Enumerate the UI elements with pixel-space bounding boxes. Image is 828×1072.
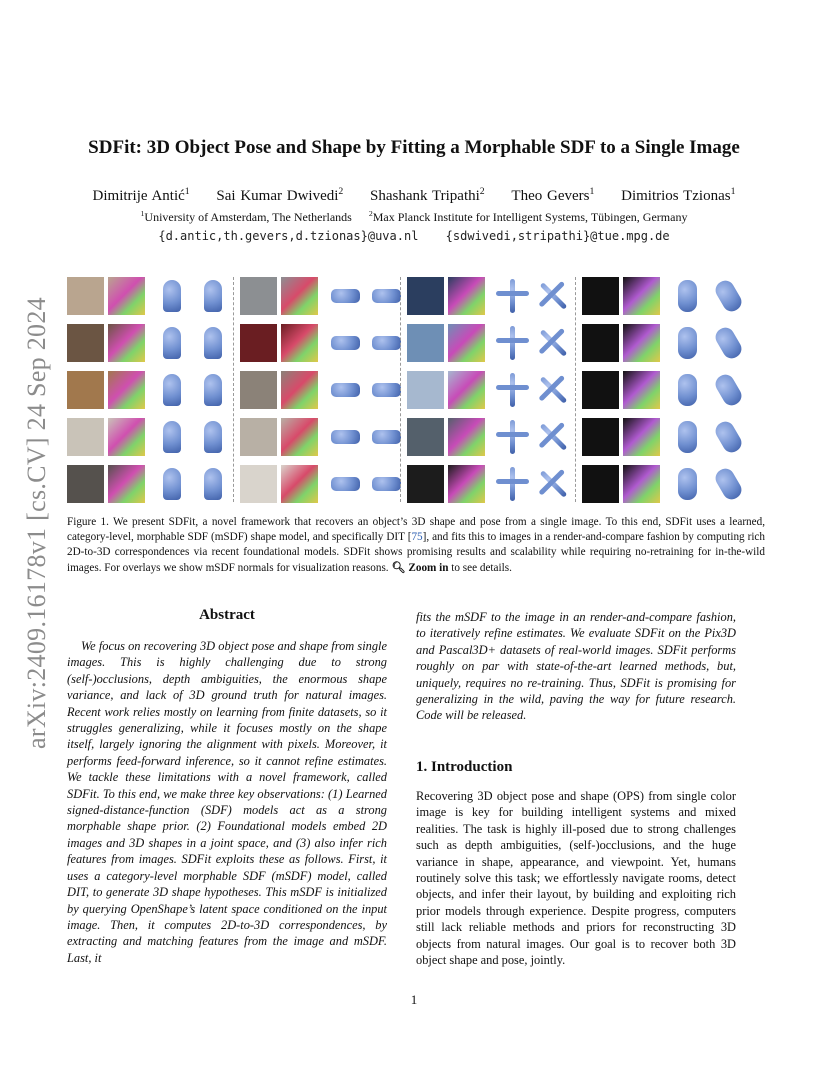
chair-mesh xyxy=(204,374,222,406)
car-shape-render xyxy=(710,324,747,362)
figure-caption: Figure 1. We present SDFit, a novel framework that recovers an object’s 3D shape and pose from a single image. To this end, SDFit uses a learned, category-level, morphable SDF (mSDF) shape model, and specifically DIT [75], and fits this to images in a render-and-compare fashion by computing rich 2D-to-3D correspondences via recent foundational models. SDFit shows promising results and scalability while requiring no-retraining for in-the-wild images. For overlays we show mSDF normals for visualization reasons. 🔍︎ Zoom in to see details. xyxy=(67,516,765,574)
sofa-mesh xyxy=(331,430,360,444)
car-shape-render xyxy=(669,465,706,503)
aeroplane-shape-render xyxy=(535,324,572,362)
aeroplane-shape-render xyxy=(535,418,572,456)
aeroplane-mesh xyxy=(510,467,515,501)
sofa-mesh xyxy=(331,289,360,303)
car-overlay-image xyxy=(623,371,660,409)
chair-input-image xyxy=(67,465,104,503)
author-list xyxy=(0,186,828,205)
car-input-image xyxy=(582,371,619,409)
sofa-mesh xyxy=(372,430,401,444)
aeroplane-mesh xyxy=(540,423,568,451)
wing-mark xyxy=(538,375,565,402)
abstract-text: We focus on recovering 3D object pose and shape from single images. This is highly challenging due to strong (self-)occlusions, depth ambiguities, the enormous shape variance, and lack of 3D ground truth for natural images. Recent work relies mostly on learning from finite datasets, so it struggles generalizing, while it focuses mostly on the shape itself, largely ignoring the alignment with pixels. Moreover, it performs feed-forward inference, so it cannot refine estimates. We tackle these limitations with a novel framework, called SDFit. To this end, we make three key observations: (1) Learned signed-distance-function (SDF) models act as a strong morphable shape prior. (2) Foundational models embed 2D images and 3D shapes in a joint space, and (3) also infer rich features from images. SDFit exploits these as follows. First, it uses a category-level morphable SDF (mSDF) model, called DIT, to generate 3D shape hypotheses. This mSDF is initialized by querying OpenShape’s latent space conditioned on the input image. Then, it computes 2D-to-3D correspondences, by extracting and matching features from the image and mSDF. Last, it xyxy=(67,639,387,965)
aeroplane-input-image xyxy=(407,418,444,456)
wing-mark xyxy=(538,328,565,355)
sofa-overlay-image xyxy=(281,371,318,409)
chair-mesh xyxy=(163,421,181,453)
sofa-shape-render xyxy=(327,371,364,409)
affiliations xyxy=(0,209,828,225)
car-overlay-image xyxy=(623,418,660,456)
wing-mark xyxy=(496,338,529,343)
chair-mesh xyxy=(204,280,222,312)
sofa-input-image xyxy=(240,324,277,362)
sofa-shape-render xyxy=(327,465,364,503)
car-input-image xyxy=(582,418,619,456)
chair-overlay-image xyxy=(108,418,145,456)
intro-text: Recovering 3D object pose and shape (OPS) from single color image is key for building intelligent systems and mixed realities. The task is highly ill-posed due to strong challenges such as depth ambiguities, (self-)occlusions, and the huge variance in shape, appearance, and viewpoint. Yet, humans routinely solve this task; we effortlessly navigate rooms, detect objects, and infer their layout, by building and exploiting rich prior models through experience. Despite progress, computers still lack reliable methods and priors for reconstructing 3D objects from natural images. Our goal is to recover both 3D object shape and pose, jointly. xyxy=(416,789,736,968)
chair-mesh xyxy=(163,327,181,359)
aeroplane-shape-render xyxy=(494,277,531,315)
sofa-mesh xyxy=(331,336,360,350)
email: {sdwivedi,stripathi}@tue.mpg.de xyxy=(445,229,670,243)
car-input-image xyxy=(582,277,619,315)
aeroplane-mesh xyxy=(510,373,515,407)
chair-overlay-image xyxy=(108,277,145,315)
car-mesh xyxy=(712,371,744,408)
car-input-image xyxy=(582,465,619,503)
zoom-icon: 🔍︎ xyxy=(391,561,406,574)
wing-mark xyxy=(496,291,529,296)
car-mesh xyxy=(678,468,697,500)
affiliation: $^1$University of Amsterdam, The Netherlands xyxy=(140,209,352,224)
chair-overlay-image xyxy=(108,324,145,362)
car-mesh xyxy=(712,418,744,455)
car-shape-render xyxy=(710,371,747,409)
author: Dimitrios Tzionas$^1$ xyxy=(621,186,736,204)
aeroplane-overlay-image xyxy=(448,418,485,456)
citation-link[interactable]: 75 xyxy=(411,531,423,544)
author: Theo Gevers$^1$ xyxy=(511,186,595,204)
email: {d.antic,th.gevers,d.tzionas}@uva.nl xyxy=(158,229,419,243)
group-separator xyxy=(575,277,576,502)
aeroplane-mesh xyxy=(540,329,568,357)
chair-shape-render xyxy=(195,277,232,315)
car-shape-render xyxy=(669,418,706,456)
aeroplane-mesh xyxy=(510,326,515,360)
chair-input-image xyxy=(67,418,104,456)
wing-mark xyxy=(538,422,565,449)
sofa-mesh xyxy=(331,383,360,397)
group-separator xyxy=(233,277,234,502)
aeroplane-mesh xyxy=(540,470,568,498)
car-mesh xyxy=(678,374,697,406)
aeroplane-shape-render xyxy=(535,277,572,315)
car-shape-render xyxy=(710,465,747,503)
aeroplane-shape-render xyxy=(494,371,531,409)
wing-mark xyxy=(496,432,529,437)
car-overlay-image xyxy=(623,465,660,503)
aeroplane-shape-render xyxy=(494,324,531,362)
sofa-mesh xyxy=(372,477,401,491)
chair-mesh xyxy=(163,468,181,500)
chair-input-image xyxy=(67,371,104,409)
chair-shape-render xyxy=(195,418,232,456)
sofa-shape-render xyxy=(327,277,364,315)
chair-input-image xyxy=(67,324,104,362)
aeroplane-input-image xyxy=(407,371,444,409)
chair-shape-render xyxy=(154,277,191,315)
aeroplane-mesh xyxy=(540,376,568,404)
car-mesh xyxy=(712,465,744,502)
aeroplane-input-image xyxy=(407,465,444,503)
chair-mesh xyxy=(204,421,222,453)
affiliation: $^2$Max Planck Institute for Intelligent Systems, Tübingen, Germany xyxy=(368,209,688,224)
car-mesh xyxy=(678,421,697,453)
aeroplane-mesh xyxy=(510,279,515,313)
car-mesh xyxy=(712,277,744,314)
sofa-mesh xyxy=(372,336,401,350)
chair-shape-render xyxy=(195,465,232,503)
sofa-overlay-image xyxy=(281,277,318,315)
chair-mesh xyxy=(204,468,222,500)
sofa-mesh xyxy=(331,477,360,491)
aeroplane-shape-render xyxy=(494,465,531,503)
car-shape-render xyxy=(669,324,706,362)
aeroplane-input-image xyxy=(407,277,444,315)
author: Sai Kumar Dwivedi$^2$ xyxy=(216,186,344,204)
sofa-mesh xyxy=(372,289,401,303)
wing-mark xyxy=(538,469,565,496)
wing-mark xyxy=(538,281,565,308)
author: Shashank Tripathi$^2$ xyxy=(370,186,485,204)
car-shape-render xyxy=(669,371,706,409)
aeroplane-mesh xyxy=(510,420,515,454)
car-input-image xyxy=(582,324,619,362)
car-mesh xyxy=(678,280,697,312)
emails xyxy=(0,229,828,243)
sofa-mesh xyxy=(372,383,401,397)
car-overlay-image xyxy=(623,277,660,315)
chair-input-image xyxy=(67,277,104,315)
chair-overlay-image xyxy=(108,465,145,503)
chair-shape-render xyxy=(195,371,232,409)
car-mesh xyxy=(712,324,744,361)
arxiv-stamp: arXiv:2409.16178v1 [cs.CV] 24 Sep 2024 xyxy=(22,297,51,749)
aeroplane-shape-render xyxy=(494,418,531,456)
paper-title: SDFit: 3D Object Pose and Shape by Fitting a Morphable SDF to a Single Image xyxy=(88,137,740,158)
chair-shape-render xyxy=(154,371,191,409)
aeroplane-overlay-image xyxy=(448,324,485,362)
sofa-input-image xyxy=(240,277,277,315)
abstract-text-cont: fits the mSDF to the image in an render-and-compare fashion, to iteratively refine estimates. We evaluate SDFit on the Pix3D and Pascal3D+ datasets of real-world images. SDFit performs roughly on par with state-of-the-art learned methods, but, uniquely, requires no re-training. Thus, SDFit is promising for generalizing in the wild, paving the way for future research. Code will be released. xyxy=(416,610,736,723)
chair-shape-render xyxy=(154,324,191,362)
chair-mesh xyxy=(163,374,181,406)
car-shape-render xyxy=(710,418,747,456)
aeroplane-shape-render xyxy=(535,465,572,503)
chair-shape-render xyxy=(154,465,191,503)
car-shape-render xyxy=(710,277,747,315)
sofa-shape-render xyxy=(327,418,364,456)
sofa-overlay-image xyxy=(281,324,318,362)
chair-mesh xyxy=(163,280,181,312)
abstract-heading: Abstract xyxy=(199,607,255,623)
aeroplane-overlay-image xyxy=(448,371,485,409)
car-overlay-image xyxy=(623,324,660,362)
author: Dimitrije Antić$^1$ xyxy=(92,186,190,204)
sofa-input-image xyxy=(240,418,277,456)
aeroplane-overlay-image xyxy=(448,465,485,503)
sofa-input-image xyxy=(240,465,277,503)
aeroplane-mesh xyxy=(540,282,568,310)
page-number: 1 xyxy=(410,992,418,1007)
chair-shape-render xyxy=(154,418,191,456)
car-shape-render xyxy=(669,277,706,315)
sofa-overlay-image xyxy=(281,465,318,503)
aeroplane-shape-render xyxy=(535,371,572,409)
sofa-overlay-image xyxy=(281,418,318,456)
sofa-input-image xyxy=(240,371,277,409)
chair-mesh xyxy=(204,327,222,359)
aeroplane-input-image xyxy=(407,324,444,362)
wing-mark xyxy=(496,385,529,390)
section-heading: 1. Introduction xyxy=(416,759,513,775)
teaser-figure xyxy=(67,277,763,502)
aeroplane-overlay-image xyxy=(448,277,485,315)
chair-shape-render xyxy=(195,324,232,362)
wing-mark xyxy=(496,479,529,484)
sofa-shape-render xyxy=(327,324,364,362)
group-separator xyxy=(400,277,401,502)
chair-overlay-image xyxy=(108,371,145,409)
car-mesh xyxy=(678,327,697,359)
